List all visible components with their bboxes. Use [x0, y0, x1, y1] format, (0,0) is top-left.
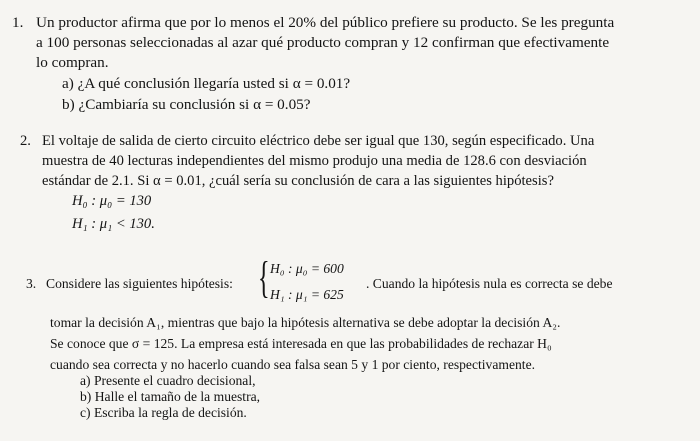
problem-2-h0: H₀ : μ₀ = 130 — [72, 193, 152, 209]
problem-3-intro: Considere las siguientes hipótesis: — [46, 276, 233, 291]
problem-1-number: 1. — [12, 14, 24, 31]
problem-2-line-2: muestra de 40 lecturas independientes del mismo produjo una media de 128.6 con desviación — [42, 153, 587, 169]
problem-3-number: 3. — [26, 276, 37, 291]
problem-1-part-a: a) ¿A qué conclusión llegaría usted si α = 0.01? — [62, 75, 351, 92]
problem-3-line-1: tomar la decisión A₁, mientras que bajo la hipótesis alternativa se debe adoptar la decisión A₂. — [50, 315, 561, 330]
problem-1-line-3: lo compran. — [36, 54, 109, 71]
problem-2-h1: H₁ : μ₁ < 130. — [72, 216, 155, 232]
problem-3-line-2: Se conoce que σ = 125. La empresa está interesada en que las probabilidades de rechazar H₀ — [50, 336, 552, 351]
problem-3-part-b: b) Halle el tamaño de la muestra, — [80, 389, 261, 404]
problem-3-part-c: c) Escriba la regla de decisión. — [80, 405, 247, 420]
problem-3-part-a: a) Presente el cuadro decisional, — [80, 373, 256, 388]
problem-3-after-system: . Cuando la hipótesis nula es correcta se debe — [366, 276, 613, 291]
problem-3-h0: H₀ : μ₀ = 600 — [270, 261, 344, 276]
problem-2-line-3: estándar de 2.1. Si α = 0.01, ¿cuál sería su conclusión de cara a las siguientes hipótesis? — [42, 173, 554, 189]
problem-1-part-b: b) ¿Cambiaría su conclusión si α = 0.05? — [62, 96, 311, 113]
problem-3-line-3: cuando sea correcta y no hacerlo cuando sea falsa sean 5 y 1 por ciento, respectivamente. — [50, 357, 536, 372]
problem-2-number: 2. — [20, 133, 31, 149]
hypotheses-brace: { — [258, 253, 270, 302]
problem-1-line-1: Un productor afirma que por lo menos el 20% del público prefiere su producto. Se les pregunta — [36, 14, 615, 31]
problem-1-line-2: a 100 personas seleccionadas al azar qué producto compran y 12 confirman que efectivamente — [36, 34, 610, 51]
problem-2-line-1: El voltaje de salida de cierto circuito eléctrico debe ser igual que 130, según especificado. Una — [42, 133, 595, 149]
problem-3-h1: H₁ : μ₁ = 625 — [270, 287, 344, 302]
